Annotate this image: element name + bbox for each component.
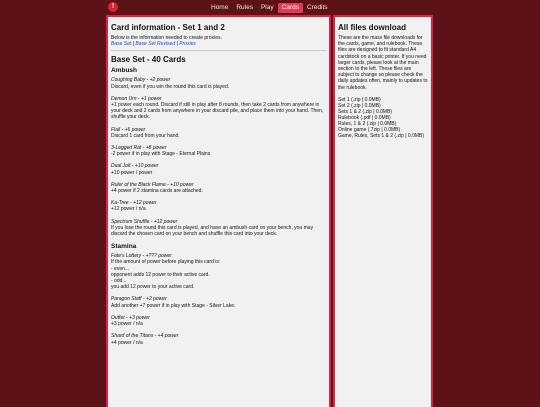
- card-name: Spectrum Shuffle - +12 power: [111, 218, 178, 225]
- card-text: If the amount of power before playing this card is: - even... opponent adds 12 power to their active card. - odd... you add 12 power to your active card.: [111, 259, 221, 291]
- file-download-item[interactable]: Game, Rules, Sets 1 & 2 (.zip | 0.0MB): [338, 133, 425, 140]
- card-name: Demon Urn - +1 power: [111, 95, 162, 102]
- card-name: Fate's Lottery - +??? power: [111, 253, 172, 260]
- card-name: Flail - +6 power: [111, 126, 146, 133]
- card-text: +3 power / n/a: [111, 321, 143, 328]
- card-entry: [111, 96, 326, 121]
- file-download-item[interactable]: Set 2 (.zip | 0.0MB): [338, 102, 381, 109]
- file-download-item[interactable]: Sets 1 & 2 (.zip | 0.0MB): [338, 109, 393, 116]
- card-name: 3-Legged Rat - +8 power: [111, 145, 167, 152]
- section-heading: Ambush: [111, 67, 137, 75]
- downloads-panel: [333, 15, 433, 407]
- card-name: Shard of the Titans - +4 power: [111, 333, 179, 340]
- card-text: +1 power each round. Discard if still in play after 8 rounds, then take 2 cards from anywhere in your deck and 2 cards from anywhere in your discard pile, and place them into your hand. Then, shuffle your deck.: [111, 102, 324, 121]
- card-text: +4 power / n/a: [111, 339, 143, 346]
- card-name: Outfet - +3 power: [111, 314, 150, 321]
- section-heading: Stamina: [111, 243, 137, 251]
- card-text: Discard 1 card from your hand.: [111, 132, 180, 139]
- link-base-set-revised[interactable]: Base Set Revised: [135, 41, 176, 48]
- card-name: Dual Jolt - +10 power: [111, 163, 159, 170]
- top-navigation-bar: [0, 0, 540, 14]
- downloads-description: These are the mass file downloads for the cards, game, and rulebook. These files are designed to fit standard A4 cardstock on a basic printer. If you need larger cards, please look at the main section to the left. These files are subject to change so please check the daily updates often, mainly to updates to the rulebook.: [338, 35, 428, 91]
- file-download-item[interactable]: Rulebook (.pdf | 0.0MB): [338, 115, 391, 122]
- site-logo-icon[interactable]: !: [108, 2, 118, 12]
- card-text: -2 power if in play with Stage - Eternal Plains: [111, 151, 211, 158]
- card-name: Paragon Staff - +2 power: [111, 296, 167, 303]
- card-entry: [111, 296, 326, 308]
- intro-text: Below is the information needed to create proxies.: [111, 35, 222, 41]
- card-sections: [111, 67, 326, 345]
- card-entry: [111, 145, 326, 157]
- main-nav: [207, 3, 332, 13]
- divider: [111, 50, 326, 51]
- nav-cards[interactable]: Cards: [278, 3, 303, 13]
- card-entry: [111, 333, 326, 345]
- card-entry: [111, 163, 326, 175]
- card-entry: [111, 315, 326, 327]
- card-text: +12 power / n/a: [111, 206, 146, 213]
- card-entry: [111, 219, 326, 238]
- file-download-item[interactable]: Rules, 1 & 2 (.zip | 0.0MB): [338, 121, 397, 128]
- card-entry: [111, 127, 326, 139]
- card-entry: [111, 200, 326, 212]
- page-title: Card information - Set 1 and 2: [111, 23, 225, 32]
- file-list: [338, 97, 428, 140]
- card-text: +4 power if 2 stamina cards are attached.: [111, 188, 203, 195]
- nav-home[interactable]: Home: [211, 4, 229, 11]
- base-set-title: Base Set - 40 Cards: [111, 55, 186, 65]
- nav-rules[interactable]: Rules: [236, 4, 253, 11]
- link-base-set[interactable]: Base Set: [111, 41, 132, 48]
- card-entry: [111, 182, 326, 194]
- card-text: Discard, even if you win the round this card is played.: [111, 83, 230, 90]
- card-name: Ruler of the Black Flame - +10 power: [111, 181, 194, 188]
- file-download-item[interactable]: Set 1 (.zip | 0.0MB): [338, 96, 381, 103]
- downloads-title: All files download: [338, 23, 407, 32]
- set-links: Base Set | Base Set Revised | Proxies: [111, 41, 196, 48]
- card-entry: [111, 253, 326, 290]
- card-entry: [111, 77, 326, 89]
- file-download-item[interactable]: Online game (.7zip | 0.0MB): [338, 127, 401, 134]
- card-info-panel: [106, 15, 331, 407]
- card-text: Add another +7 power if in play with Stage - Silver Lake.: [111, 302, 236, 309]
- card-text: If you lose the round this card is played, and have an ambush card on your bench, you may discard the chosen card on your bench and shuffle this card into your deck.: [111, 224, 314, 238]
- card-name: Ka-Tree - +12 power: [111, 200, 157, 207]
- nav-credits[interactable]: Credits: [306, 4, 328, 11]
- card-text: +10 power / power: [111, 169, 153, 176]
- link-proxies[interactable]: Proxies: [179, 41, 196, 48]
- nav-play[interactable]: Play: [260, 4, 274, 11]
- card-name: Coughing Baby - +2 power: [111, 77, 171, 84]
